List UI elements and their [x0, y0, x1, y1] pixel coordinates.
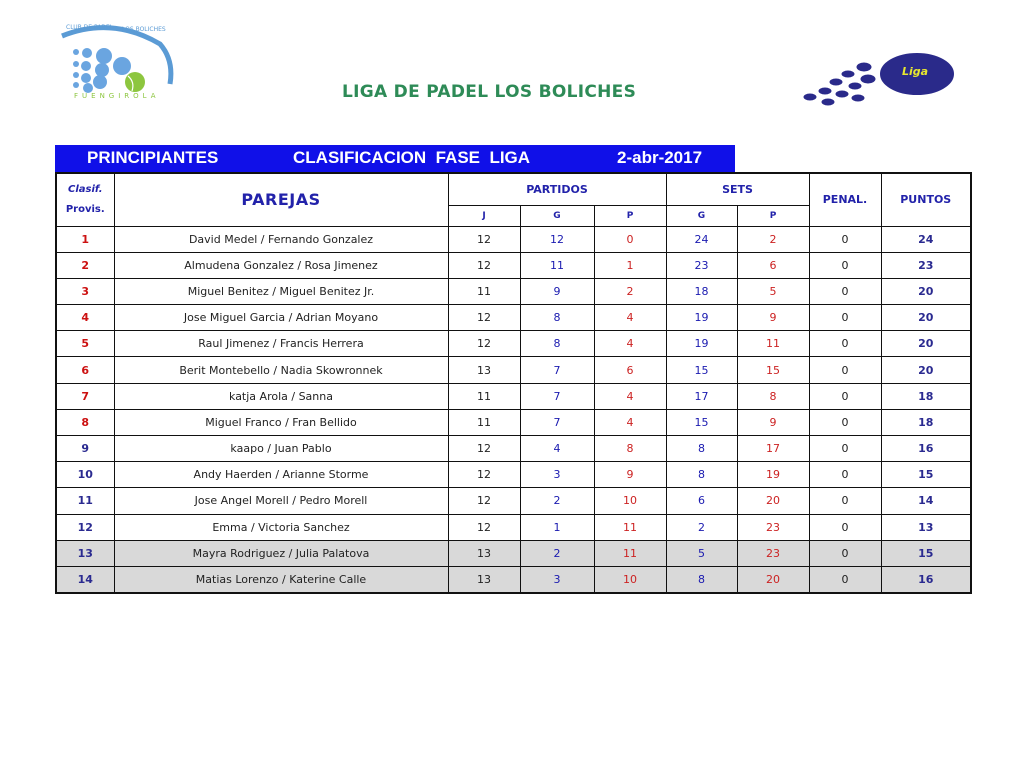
pair-name-cell: katja Arola / Sanna: [114, 383, 448, 409]
category-banner: [55, 145, 735, 172]
points-cell: 18: [881, 409, 971, 435]
clasif-label-line2: Provis.: [65, 203, 105, 215]
page-title: LIGA DE PADEL LOS BOLICHES: [342, 82, 637, 102]
partidos-jugados-cell: 13: [448, 540, 520, 566]
sets-ganados-cell: 24: [666, 226, 737, 252]
points-cell: 24: [881, 226, 971, 252]
partidos-ganados-cell: 2: [520, 540, 594, 566]
sets-perdidos-cell: 6: [737, 252, 809, 278]
partidos-ganados-cell: 8: [520, 331, 594, 357]
points-cell: 15: [881, 540, 971, 566]
sets-perdidos-cell: 8: [737, 383, 809, 409]
partidos-perdidos-cell: 1: [594, 252, 666, 278]
sets-ganados-cell: 8: [666, 462, 737, 488]
pair-name-cell: kaapo / Juan Pablo: [114, 436, 448, 462]
table-row: [56, 436, 971, 462]
table-row: [56, 383, 971, 409]
sets-perdidos-cell: 17: [737, 436, 809, 462]
penalty-cell: 0: [809, 383, 881, 409]
penalty-cell: 0: [809, 488, 881, 514]
subheader-sets-perdidos: P: [737, 205, 809, 226]
sets-ganados-cell: 2: [666, 514, 737, 540]
banner-date: 2-abr-2017: [617, 148, 703, 167]
standings-table: [55, 172, 972, 594]
partidos-jugados-cell: 12: [448, 305, 520, 331]
partidos-perdidos-cell: 10: [594, 488, 666, 514]
penalty-cell: 0: [809, 357, 881, 383]
sets-perdidos-cell: 9: [737, 305, 809, 331]
liga-logo-label: Liga: [902, 65, 929, 78]
table-row: [56, 566, 971, 593]
subheader-sets-ganados: G: [666, 205, 737, 226]
partidos-jugados-cell: 12: [448, 436, 520, 462]
position-cell: 14: [56, 566, 114, 593]
club-logo-arc-text: CLUB DE PADEL: [66, 24, 114, 31]
sets-perdidos-cell: 23: [737, 514, 809, 540]
partidos-perdidos-cell: 6: [594, 357, 666, 383]
penalty-cell: 0: [809, 436, 881, 462]
table-row: [56, 305, 971, 331]
partidos-perdidos-cell: 11: [594, 514, 666, 540]
position-cell: 13: [56, 540, 114, 566]
partidos-ganados-cell: 12: [520, 226, 594, 252]
sets-perdidos-cell: 23: [737, 540, 809, 566]
table-row: [56, 462, 971, 488]
pair-name-cell: Emma / Victoria Sanchez: [114, 514, 448, 540]
pair-name-cell: Jose Angel Morell / Pedro Morell: [114, 488, 448, 514]
partidos-jugados-cell: 11: [448, 383, 520, 409]
partidos-jugados-cell: 13: [448, 357, 520, 383]
points-cell: 18: [881, 383, 971, 409]
position-cell: 8: [56, 409, 114, 435]
partidos-ganados-cell: 8: [520, 305, 594, 331]
sets-ganados-cell: 15: [666, 409, 737, 435]
sets-ganados-cell: 19: [666, 305, 737, 331]
position-cell: 2: [56, 252, 114, 278]
position-cell: 11: [56, 488, 114, 514]
penalty-cell: 0: [809, 278, 881, 304]
sets-perdidos-cell: 19: [737, 462, 809, 488]
penalty-cell: 0: [809, 462, 881, 488]
partidos-ganados-cell: 7: [520, 409, 594, 435]
partidos-jugados-cell: 12: [448, 514, 520, 540]
partidos-jugados-cell: 12: [448, 331, 520, 357]
club-logo-city: FUENGIROLA: [74, 92, 160, 100]
position-cell: 5: [56, 331, 114, 357]
partidos-ganados-cell: 11: [520, 252, 594, 278]
partidos-ganados-cell: 1: [520, 514, 594, 540]
sets-perdidos-cell: 9: [737, 409, 809, 435]
pair-name-cell: Miguel Benitez / Miguel Benitez Jr.: [114, 278, 448, 304]
position-cell: 3: [56, 278, 114, 304]
table-row: [56, 278, 971, 304]
sets-ganados-cell: 8: [666, 436, 737, 462]
partidos-perdidos-cell: 0: [594, 226, 666, 252]
points-cell: 16: [881, 436, 971, 462]
sets-perdidos-cell: 5: [737, 278, 809, 304]
pair-name-cell: Andy Haerden / Arianne Storme: [114, 462, 448, 488]
sets-ganados-cell: 23: [666, 252, 737, 278]
table-row: [56, 331, 971, 357]
partidos-ganados-cell: 4: [520, 436, 594, 462]
position-cell: 1: [56, 226, 114, 252]
partidos-perdidos-cell: 10: [594, 566, 666, 593]
liga-logo: [800, 50, 960, 110]
penalty-cell: 0: [809, 540, 881, 566]
partidos-perdidos-cell: 4: [594, 331, 666, 357]
points-cell: 13: [881, 514, 971, 540]
position-cell: 9: [56, 436, 114, 462]
pair-name-cell: David Medel / Fernando Gonzalez: [114, 226, 448, 252]
partidos-jugados-cell: 13: [448, 566, 520, 593]
pair-name-cell: Jose Miguel Garcia / Adrian Moyano: [114, 305, 448, 331]
penalty-cell: 0: [809, 514, 881, 540]
partidos-perdidos-cell: 2: [594, 278, 666, 304]
liga-logo-graphic: [800, 50, 960, 110]
position-cell: 10: [56, 462, 114, 488]
sets-ganados-cell: 15: [666, 357, 737, 383]
banner-category: PRINCIPIANTES: [87, 148, 219, 167]
sets-ganados-cell: 18: [666, 278, 737, 304]
partidos-ganados-cell: 3: [520, 566, 594, 593]
penalty-cell: 0: [809, 409, 881, 435]
column-header-penal: PENAL.: [809, 173, 881, 226]
partidos-ganados-cell: 3: [520, 462, 594, 488]
position-cell: 6: [56, 357, 114, 383]
partidos-jugados-cell: 12: [448, 488, 520, 514]
pair-name-cell: Matias Lorenzo / Katerine Calle: [114, 566, 448, 593]
partidos-perdidos-cell: 4: [594, 409, 666, 435]
column-header-sets: SETS: [666, 173, 809, 205]
partidos-jugados-cell: 11: [448, 409, 520, 435]
sets-perdidos-cell: 15: [737, 357, 809, 383]
sets-ganados-cell: 17: [666, 383, 737, 409]
pair-name-cell: Mayra Rodriguez / Julia Palatova: [114, 540, 448, 566]
partidos-jugados-cell: 12: [448, 226, 520, 252]
partidos-ganados-cell: 9: [520, 278, 594, 304]
subheader-partidos-perdidos: P: [594, 205, 666, 226]
pair-name-cell: Berit Montebello / Nadia Skowronnek: [114, 357, 448, 383]
pair-name-cell: Almudena Gonzalez / Rosa Jimenez: [114, 252, 448, 278]
banner-phase: CLASIFICACION FASE LIGA: [293, 148, 531, 167]
points-cell: 20: [881, 331, 971, 357]
partidos-perdidos-cell: 11: [594, 540, 666, 566]
club-logo-arc-text-2: LOS BOLICHES: [122, 26, 166, 33]
sets-ganados-cell: 8: [666, 566, 737, 593]
sets-perdidos-cell: 20: [737, 488, 809, 514]
column-header-clasif: [56, 173, 114, 226]
clasif-label-line1: Clasif.: [68, 183, 103, 195]
sets-perdidos-cell: 11: [737, 331, 809, 357]
sets-ganados-cell: 19: [666, 331, 737, 357]
partidos-jugados-cell: 12: [448, 462, 520, 488]
partidos-perdidos-cell: 4: [594, 305, 666, 331]
table-row: [56, 357, 971, 383]
table-row: [56, 540, 971, 566]
penalty-cell: 0: [809, 226, 881, 252]
pair-name-cell: Raul Jimenez / Francis Herrera: [114, 331, 448, 357]
penalty-cell: 0: [809, 566, 881, 593]
table-row: [56, 226, 971, 252]
table-row: [56, 409, 971, 435]
column-header-puntos: PUNTOS: [881, 173, 971, 226]
sets-ganados-cell: 5: [666, 540, 737, 566]
sets-perdidos-cell: 2: [737, 226, 809, 252]
points-cell: 20: [881, 278, 971, 304]
column-header-partidos: PARTIDOS: [448, 173, 666, 205]
points-cell: 20: [881, 305, 971, 331]
sets-ganados-cell: 6: [666, 488, 737, 514]
partidos-perdidos-cell: 9: [594, 462, 666, 488]
column-header-parejas: PAREJAS: [114, 173, 448, 226]
points-cell: 20: [881, 357, 971, 383]
table-row: [56, 488, 971, 514]
points-cell: 23: [881, 252, 971, 278]
points-cell: 16: [881, 566, 971, 593]
penalty-cell: 0: [809, 305, 881, 331]
club-logo: [52, 22, 182, 104]
points-cell: 14: [881, 488, 971, 514]
partidos-perdidos-cell: 4: [594, 383, 666, 409]
penalty-cell: 0: [809, 331, 881, 357]
position-cell: 7: [56, 383, 114, 409]
table-row: [56, 252, 971, 278]
partidos-perdidos-cell: 8: [594, 436, 666, 462]
partidos-ganados-cell: 7: [520, 357, 594, 383]
pair-name-cell: Miguel Franco / Fran Bellido: [114, 409, 448, 435]
partidos-jugados-cell: 12: [448, 252, 520, 278]
position-cell: 12: [56, 514, 114, 540]
penalty-cell: 0: [809, 252, 881, 278]
subheader-partidos-ganados: G: [520, 205, 594, 226]
points-cell: 15: [881, 462, 971, 488]
position-cell: 4: [56, 305, 114, 331]
subheader-partidos-jugados: J: [448, 205, 520, 226]
partidos-jugados-cell: 11: [448, 278, 520, 304]
table-row: [56, 514, 971, 540]
partidos-ganados-cell: 7: [520, 383, 594, 409]
partidos-ganados-cell: 2: [520, 488, 594, 514]
sets-perdidos-cell: 20: [737, 566, 809, 593]
